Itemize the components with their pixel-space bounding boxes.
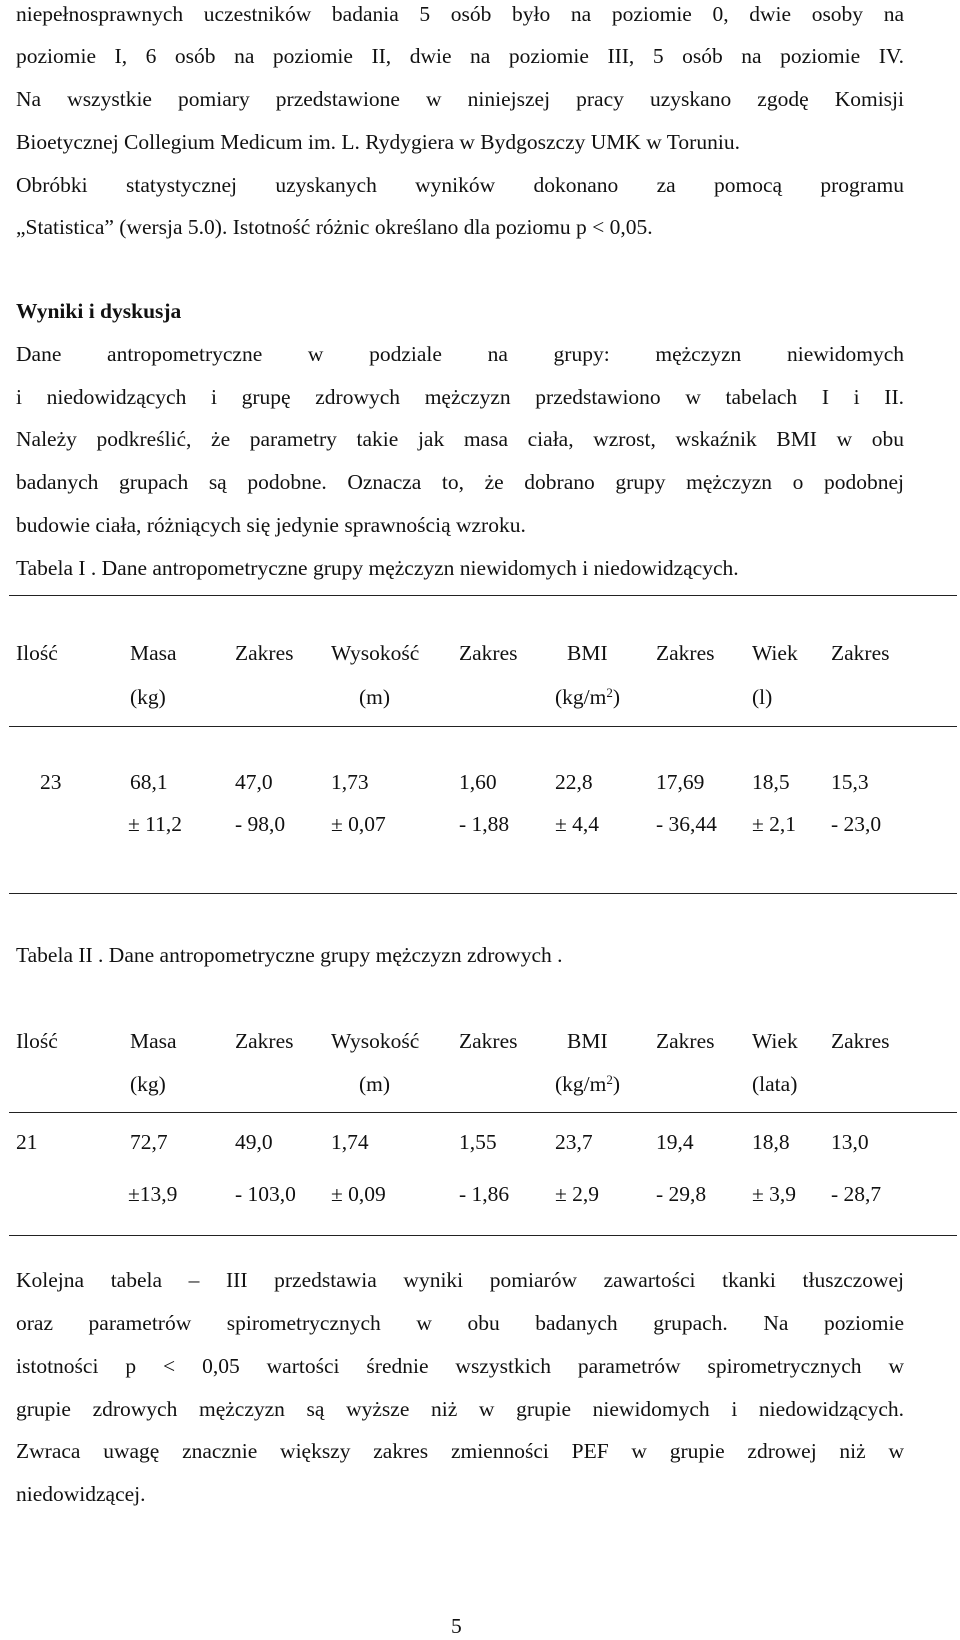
- table-cell: ± 11,2: [128, 812, 183, 836]
- table-unit-cell: [555, 1070, 620, 1098]
- table-header-cell: Zakres: [235, 641, 294, 665]
- table-cell: 1,55: [459, 1130, 497, 1154]
- paragraph-line: poziomie I, 6 osób na poziomie II, dwie na poziomie III, 5 osób na poziomie IV.: [16, 44, 904, 68]
- table-unit-cell: [555, 683, 620, 711]
- table-cell: 19,4: [656, 1130, 694, 1154]
- table-rule: [9, 1235, 957, 1236]
- table-cell: 1,60: [459, 770, 497, 794]
- paragraph-line: Kolejna tabela – III przedstawia wyniki pomiarów zawartości tkanki tłuszczowej: [16, 1268, 904, 1292]
- table-header-cell: Wysokość: [331, 1029, 420, 1053]
- table-rule: [9, 893, 957, 894]
- table-header-cell: Ilość: [16, 641, 58, 665]
- paragraph-line: niedowidzącej.: [16, 1482, 146, 1506]
- paragraph-line: niepełnosprawnych uczestników badania 5 osób było na poziomie 0, dwie osoby na: [16, 2, 904, 26]
- table-cell: 17,69: [656, 770, 705, 794]
- table-caption: Tabela I . Dane antropometryczne grupy mężczyzn niewidomych i niedowidzących.: [16, 556, 739, 580]
- table-cell: - 29,8: [656, 1182, 707, 1206]
- table-cell: - 23,0: [831, 812, 882, 836]
- table-cell: - 36,44: [656, 812, 717, 836]
- table-cell: 22,8: [555, 770, 593, 794]
- table-unit-cell: (lata): [752, 1072, 798, 1096]
- table-cell: 47,0: [235, 770, 273, 794]
- table-unit-cell: (kg): [130, 1072, 166, 1096]
- table-cell: ± 3,9: [752, 1182, 797, 1206]
- table-cell: - 103,0: [235, 1182, 296, 1206]
- table-unit-cell: (kg): [130, 685, 166, 709]
- unit-text: (kg/m: [555, 1072, 607, 1096]
- unit-text: ): [612, 685, 621, 709]
- unit-superscript: 2: [606, 685, 613, 700]
- table-unit-cell: (m): [359, 685, 391, 709]
- table-unit-cell: (l): [752, 685, 773, 709]
- table-cell: 49,0: [235, 1130, 273, 1154]
- paragraph-line: budowie ciała, różniących się jedynie sprawnością wzroku.: [16, 513, 526, 537]
- table-cell: 1,73: [331, 770, 369, 794]
- paragraph-line: Należy podkreślić, że parametry takie jak masa ciała, wzrost, wskaźnik BMI w obu: [16, 427, 904, 451]
- paragraph-line: Zwraca uwagę znacznie większy zakres zmienności PEF w grupie zdrowej niż w: [16, 1439, 904, 1463]
- table-cell: 18,8: [752, 1130, 790, 1154]
- table-cell: 13,0: [831, 1130, 869, 1154]
- table-header-cell: Wiek: [752, 641, 798, 665]
- table-cell: 15,3: [831, 770, 869, 794]
- table-rule: [9, 726, 957, 727]
- table-header-cell: BMI: [567, 641, 608, 665]
- table-header-cell: Zakres: [235, 1029, 294, 1053]
- table-cell: 23,7: [555, 1130, 593, 1154]
- table-cell: 68,1: [130, 770, 168, 794]
- paragraph-line: oraz parametrów spirometrycznych w obu badanych grupach. Na poziomie: [16, 1311, 904, 1335]
- table-header-cell: Masa: [130, 1029, 177, 1053]
- table-header-cell: Zakres: [459, 641, 518, 665]
- table-caption: Tabela II . Dane antropometryczne grupy mężczyzn zdrowych .: [16, 943, 563, 967]
- table-cell: - 1,86: [459, 1182, 510, 1206]
- table-unit-cell: (m): [359, 1072, 391, 1096]
- table-header-cell: Zakres: [831, 1029, 890, 1053]
- unit-text: ): [612, 1072, 621, 1096]
- table-rule: [9, 1112, 957, 1113]
- table-cell: ± 0,07: [331, 812, 386, 836]
- unit-superscript: 2: [606, 1072, 613, 1087]
- table-header-cell: Wysokość: [331, 641, 420, 665]
- table-header-cell: Wiek: [752, 1029, 798, 1053]
- paragraph-line: badanych grupach są podobne. Oznacza to, że dobrano grupy mężczyzn o podobnej: [16, 470, 904, 494]
- table-cell: - 28,7: [831, 1182, 882, 1206]
- table-cell: ±13,9: [128, 1182, 178, 1206]
- table-cell: ± 0,09: [331, 1182, 386, 1206]
- paragraph-line: Na wszystkie pomiary przedstawione w niniejszej pracy uzyskano zgodę Komisji: [16, 87, 904, 111]
- paragraph-line: istotności p < 0,05 wartości średnie wszystkich parametrów spirometrycznych w: [16, 1354, 904, 1378]
- table-cell: ± 2,9: [555, 1182, 600, 1206]
- table-rule: [9, 595, 957, 596]
- table-cell: 1,74: [331, 1130, 369, 1154]
- table-header-cell: Zakres: [831, 641, 890, 665]
- table-cell: - 1,88: [459, 812, 510, 836]
- table-header-cell: Masa: [130, 641, 177, 665]
- page-number: 5: [451, 1614, 462, 1638]
- table-header-cell: Zakres: [459, 1029, 518, 1053]
- table-cell: 23: [40, 770, 62, 794]
- paragraph-line: Dane antropometryczne w podziale na grupy: mężczyzn niewidomych: [16, 342, 904, 366]
- table-header-cell: BMI: [567, 1029, 608, 1053]
- table-header-cell: Zakres: [656, 641, 715, 665]
- table-cell: ± 4,4: [555, 812, 600, 836]
- paragraph-line: „Statistica” (wersja 5.0). Istotność różnic określano dla poziomu p < 0,05.: [16, 215, 653, 239]
- table-header-cell: Zakres: [656, 1029, 715, 1053]
- unit-text: (kg/m: [555, 685, 607, 709]
- table-cell: 21: [16, 1130, 38, 1154]
- paragraph-line: Obróbki statystycznej uzyskanych wyników dokonano za pomocą programu: [16, 173, 904, 197]
- table-header-cell: Ilość: [16, 1029, 58, 1053]
- paragraph-line: i niedowidzących i grupę zdrowych mężczyzn przedstawiono w tabelach I i II.: [16, 385, 904, 409]
- section-heading: Wyniki i dyskusja: [16, 299, 182, 323]
- table-cell: 18,5: [752, 770, 790, 794]
- table-cell: - 98,0: [235, 812, 286, 836]
- paragraph-line: Bioetycznej Collegium Medicum im. L. Rydygiera w Bydgoszczy UMK w Toruniu.: [16, 130, 740, 154]
- paragraph-line: grupie zdrowych mężczyzn są wyższe niż w grupie niewidomych i niedowidzących.: [16, 1397, 904, 1421]
- table-cell: ± 2,1: [752, 812, 797, 836]
- table-cell: 72,7: [130, 1130, 168, 1154]
